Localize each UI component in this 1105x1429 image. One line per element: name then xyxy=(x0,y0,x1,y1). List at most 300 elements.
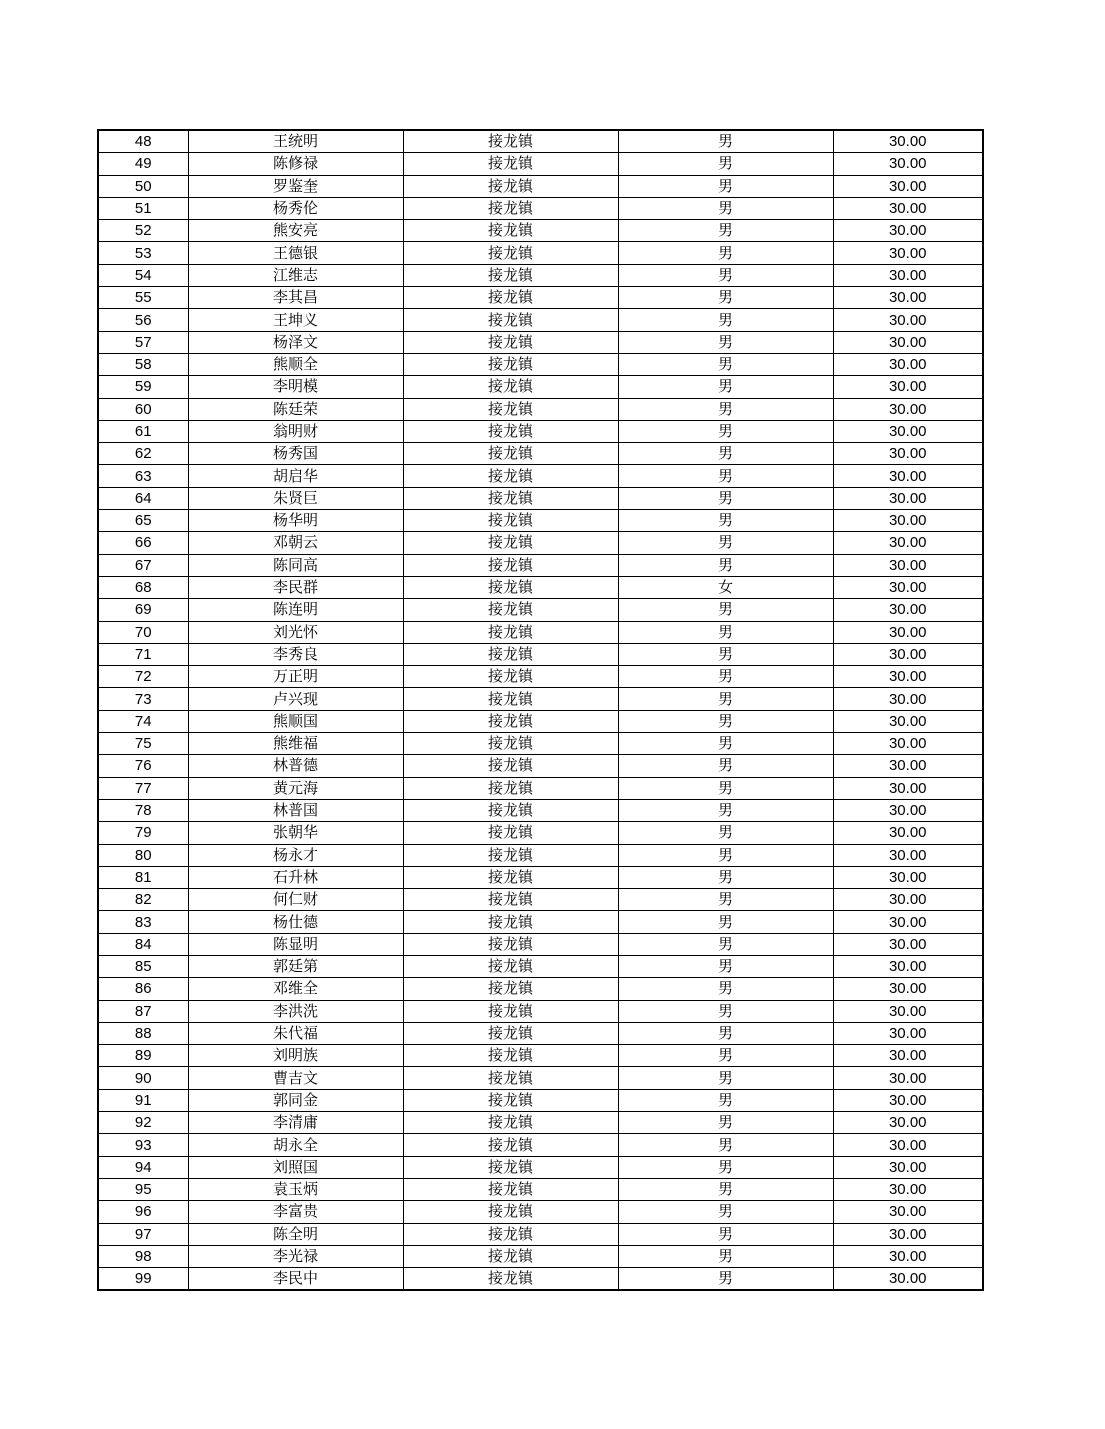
cell-amount: 30.00 xyxy=(833,242,983,264)
cell-number: 48 xyxy=(98,130,188,153)
cell-gender: 男 xyxy=(618,643,833,665)
cell-gender: 男 xyxy=(618,264,833,286)
cell-number: 98 xyxy=(98,1245,188,1267)
cell-number: 85 xyxy=(98,955,188,977)
cell-number: 96 xyxy=(98,1201,188,1223)
cell-town: 接龙镇 xyxy=(403,755,618,777)
cell-gender: 男 xyxy=(618,554,833,576)
cell-number: 53 xyxy=(98,242,188,264)
table-row xyxy=(98,465,983,487)
cell-number: 83 xyxy=(98,911,188,933)
table-row xyxy=(98,309,983,331)
cell-amount: 30.00 xyxy=(833,911,983,933)
cell-number: 91 xyxy=(98,1089,188,1111)
cell-number: 88 xyxy=(98,1022,188,1044)
cell-town: 接龙镇 xyxy=(403,264,618,286)
cell-gender: 男 xyxy=(618,733,833,755)
cell-name: 翁明财 xyxy=(188,420,403,442)
cell-name: 李清庸 xyxy=(188,1112,403,1134)
table-row xyxy=(98,532,983,554)
cell-name: 李富贵 xyxy=(188,1201,403,1223)
data-table xyxy=(97,129,984,1291)
cell-amount: 30.00 xyxy=(833,822,983,844)
cell-gender: 男 xyxy=(618,1178,833,1200)
cell-amount: 30.00 xyxy=(833,599,983,621)
cell-gender: 男 xyxy=(618,175,833,197)
table-row xyxy=(98,1156,983,1178)
cell-number: 84 xyxy=(98,933,188,955)
cell-town: 接龙镇 xyxy=(403,510,618,532)
cell-number: 52 xyxy=(98,220,188,242)
cell-name: 王坤义 xyxy=(188,309,403,331)
cell-town: 接龙镇 xyxy=(403,175,618,197)
table-row xyxy=(98,710,983,732)
cell-gender: 男 xyxy=(618,955,833,977)
cell-amount: 30.00 xyxy=(833,889,983,911)
cell-gender: 男 xyxy=(618,197,833,219)
cell-number: 99 xyxy=(98,1268,188,1291)
cell-gender: 男 xyxy=(618,1067,833,1089)
cell-town: 接龙镇 xyxy=(403,287,618,309)
table-row xyxy=(98,1045,983,1067)
cell-number: 81 xyxy=(98,866,188,888)
cell-number: 70 xyxy=(98,621,188,643)
cell-amount: 30.00 xyxy=(833,1112,983,1134)
table-row xyxy=(98,443,983,465)
cell-number: 59 xyxy=(98,376,188,398)
cell-name: 陈廷荣 xyxy=(188,398,403,420)
cell-town: 接龙镇 xyxy=(403,777,618,799)
cell-gender: 男 xyxy=(618,242,833,264)
cell-gender: 男 xyxy=(618,911,833,933)
cell-amount: 30.00 xyxy=(833,532,983,554)
cell-name: 熊顺全 xyxy=(188,353,403,375)
table-row xyxy=(98,287,983,309)
cell-town: 接龙镇 xyxy=(403,1156,618,1178)
cell-gender: 男 xyxy=(618,1156,833,1178)
cell-number: 61 xyxy=(98,420,188,442)
cell-name: 杨泽文 xyxy=(188,331,403,353)
cell-name: 胡启华 xyxy=(188,465,403,487)
table-row xyxy=(98,554,983,576)
cell-gender: 男 xyxy=(618,799,833,821)
cell-gender: 男 xyxy=(618,599,833,621)
cell-name: 朱贤巨 xyxy=(188,487,403,509)
cell-number: 95 xyxy=(98,1178,188,1200)
cell-gender: 女 xyxy=(618,576,833,598)
cell-town: 接龙镇 xyxy=(403,1178,618,1200)
cell-number: 80 xyxy=(98,844,188,866)
cell-name: 李光禄 xyxy=(188,1245,403,1267)
cell-gender: 男 xyxy=(618,443,833,465)
cell-name: 郭同金 xyxy=(188,1089,403,1111)
table-row xyxy=(98,242,983,264)
cell-amount: 30.00 xyxy=(833,197,983,219)
cell-gender: 男 xyxy=(618,465,833,487)
cell-town: 接龙镇 xyxy=(403,1000,618,1022)
table-row xyxy=(98,398,983,420)
cell-amount: 30.00 xyxy=(833,465,983,487)
cell-gender: 男 xyxy=(618,420,833,442)
cell-gender: 男 xyxy=(618,755,833,777)
cell-number: 65 xyxy=(98,510,188,532)
cell-name: 杨秀伦 xyxy=(188,197,403,219)
table-row xyxy=(98,1268,983,1291)
cell-amount: 30.00 xyxy=(833,1000,983,1022)
cell-town: 接龙镇 xyxy=(403,643,618,665)
table-row xyxy=(98,487,983,509)
cell-gender: 男 xyxy=(618,688,833,710)
cell-town: 接龙镇 xyxy=(403,398,618,420)
cell-name: 李其昌 xyxy=(188,287,403,309)
cell-number: 73 xyxy=(98,688,188,710)
cell-number: 92 xyxy=(98,1112,188,1134)
cell-number: 79 xyxy=(98,822,188,844)
cell-gender: 男 xyxy=(618,1022,833,1044)
cell-town: 接龙镇 xyxy=(403,443,618,465)
cell-name: 陈修禄 xyxy=(188,153,403,175)
cell-number: 69 xyxy=(98,599,188,621)
cell-amount: 30.00 xyxy=(833,376,983,398)
cell-gender: 男 xyxy=(618,376,833,398)
cell-number: 82 xyxy=(98,889,188,911)
cell-gender: 男 xyxy=(618,844,833,866)
cell-town: 接龙镇 xyxy=(403,822,618,844)
cell-name: 江维志 xyxy=(188,264,403,286)
cell-name: 李秀良 xyxy=(188,643,403,665)
cell-town: 接龙镇 xyxy=(403,576,618,598)
cell-town: 接龙镇 xyxy=(403,933,618,955)
cell-town: 接龙镇 xyxy=(403,844,618,866)
cell-amount: 30.00 xyxy=(833,755,983,777)
cell-number: 49 xyxy=(98,153,188,175)
cell-gender: 男 xyxy=(618,889,833,911)
table-row xyxy=(98,666,983,688)
cell-number: 68 xyxy=(98,576,188,598)
cell-name: 卢兴现 xyxy=(188,688,403,710)
cell-amount: 30.00 xyxy=(833,287,983,309)
cell-name: 张朝华 xyxy=(188,822,403,844)
cell-amount: 30.00 xyxy=(833,1245,983,1267)
table-row xyxy=(98,1000,983,1022)
cell-amount: 30.00 xyxy=(833,1178,983,1200)
cell-town: 接龙镇 xyxy=(403,866,618,888)
cell-name: 熊安亮 xyxy=(188,220,403,242)
table-row xyxy=(98,331,983,353)
cell-amount: 30.00 xyxy=(833,621,983,643)
cell-town: 接龙镇 xyxy=(403,1223,618,1245)
cell-name: 李民群 xyxy=(188,576,403,598)
cell-gender: 男 xyxy=(618,1245,833,1267)
table-row xyxy=(98,978,983,1000)
cell-name: 杨秀国 xyxy=(188,443,403,465)
cell-town: 接龙镇 xyxy=(403,1022,618,1044)
cell-name: 袁玉炳 xyxy=(188,1178,403,1200)
cell-gender: 男 xyxy=(618,532,833,554)
cell-name: 李洪洗 xyxy=(188,1000,403,1022)
table-row xyxy=(98,353,983,375)
cell-name: 陈显明 xyxy=(188,933,403,955)
cell-gender: 男 xyxy=(618,978,833,1000)
table-row xyxy=(98,866,983,888)
cell-amount: 30.00 xyxy=(833,420,983,442)
table-row xyxy=(98,197,983,219)
cell-name: 石升林 xyxy=(188,866,403,888)
cell-town: 接龙镇 xyxy=(403,465,618,487)
cell-town: 接龙镇 xyxy=(403,799,618,821)
cell-name: 邓维全 xyxy=(188,978,403,1000)
cell-town: 接龙镇 xyxy=(403,1045,618,1067)
table-row xyxy=(98,510,983,532)
cell-amount: 30.00 xyxy=(833,688,983,710)
cell-name: 朱代福 xyxy=(188,1022,403,1044)
cell-number: 90 xyxy=(98,1067,188,1089)
table-row xyxy=(98,688,983,710)
cell-town: 接龙镇 xyxy=(403,621,618,643)
cell-amount: 30.00 xyxy=(833,175,983,197)
cell-town: 接龙镇 xyxy=(403,197,618,219)
cell-number: 77 xyxy=(98,777,188,799)
cell-gender: 男 xyxy=(618,822,833,844)
cell-amount: 30.00 xyxy=(833,710,983,732)
cell-town: 接龙镇 xyxy=(403,1268,618,1291)
cell-name: 陈同高 xyxy=(188,554,403,576)
table-row xyxy=(98,175,983,197)
table-row xyxy=(98,1067,983,1089)
cell-amount: 30.00 xyxy=(833,220,983,242)
cell-amount: 30.00 xyxy=(833,844,983,866)
cell-name: 刘明族 xyxy=(188,1045,403,1067)
cell-town: 接龙镇 xyxy=(403,153,618,175)
table-row xyxy=(98,733,983,755)
cell-town: 接龙镇 xyxy=(403,1201,618,1223)
cell-name: 陈连明 xyxy=(188,599,403,621)
cell-number: 66 xyxy=(98,532,188,554)
cell-name: 邓朝云 xyxy=(188,532,403,554)
cell-amount: 30.00 xyxy=(833,1089,983,1111)
table-row xyxy=(98,643,983,665)
cell-amount: 30.00 xyxy=(833,643,983,665)
cell-town: 接龙镇 xyxy=(403,666,618,688)
cell-town: 接龙镇 xyxy=(403,1089,618,1111)
table-row xyxy=(98,799,983,821)
table-row xyxy=(98,420,983,442)
cell-number: 97 xyxy=(98,1223,188,1245)
cell-gender: 男 xyxy=(618,866,833,888)
cell-amount: 30.00 xyxy=(833,1156,983,1178)
table-row xyxy=(98,1089,983,1111)
cell-name: 李明模 xyxy=(188,376,403,398)
cell-number: 51 xyxy=(98,197,188,219)
cell-town: 接龙镇 xyxy=(403,710,618,732)
cell-amount: 30.00 xyxy=(833,666,983,688)
table-row xyxy=(98,755,983,777)
table-row xyxy=(98,621,983,643)
cell-number: 62 xyxy=(98,443,188,465)
cell-amount: 30.00 xyxy=(833,554,983,576)
table-row xyxy=(98,822,983,844)
cell-number: 57 xyxy=(98,331,188,353)
cell-town: 接龙镇 xyxy=(403,955,618,977)
cell-gender: 男 xyxy=(618,1223,833,1245)
cell-name: 胡永全 xyxy=(188,1134,403,1156)
cell-gender: 男 xyxy=(618,1045,833,1067)
cell-name: 刘照国 xyxy=(188,1156,403,1178)
cell-amount: 30.00 xyxy=(833,1134,983,1156)
cell-amount: 30.00 xyxy=(833,777,983,799)
cell-town: 接龙镇 xyxy=(403,889,618,911)
table-row xyxy=(98,376,983,398)
cell-name: 刘光怀 xyxy=(188,621,403,643)
cell-name: 万正明 xyxy=(188,666,403,688)
cell-gender: 男 xyxy=(618,1089,833,1111)
cell-town: 接龙镇 xyxy=(403,1245,618,1267)
cell-number: 78 xyxy=(98,799,188,821)
cell-amount: 30.00 xyxy=(833,866,983,888)
cell-gender: 男 xyxy=(618,1112,833,1134)
cell-gender: 男 xyxy=(618,398,833,420)
cell-amount: 30.00 xyxy=(833,576,983,598)
cell-amount: 30.00 xyxy=(833,1223,983,1245)
table-row xyxy=(98,1112,983,1134)
cell-name: 杨华明 xyxy=(188,510,403,532)
cell-name: 杨仕德 xyxy=(188,911,403,933)
cell-name: 杨永才 xyxy=(188,844,403,866)
cell-town: 接龙镇 xyxy=(403,911,618,933)
cell-gender: 男 xyxy=(618,1268,833,1291)
cell-number: 63 xyxy=(98,465,188,487)
cell-gender: 男 xyxy=(618,153,833,175)
table-row xyxy=(98,264,983,286)
cell-gender: 男 xyxy=(618,510,833,532)
cell-name: 王统明 xyxy=(188,130,403,153)
cell-amount: 30.00 xyxy=(833,1045,983,1067)
cell-number: 86 xyxy=(98,978,188,1000)
cell-name: 曹吉文 xyxy=(188,1067,403,1089)
cell-number: 76 xyxy=(98,755,188,777)
table-row xyxy=(98,1245,983,1267)
cell-town: 接龙镇 xyxy=(403,554,618,576)
cell-gender: 男 xyxy=(618,287,833,309)
cell-name: 郭廷第 xyxy=(188,955,403,977)
cell-gender: 男 xyxy=(618,1134,833,1156)
cell-town: 接龙镇 xyxy=(403,309,618,331)
cell-gender: 男 xyxy=(618,710,833,732)
cell-gender: 男 xyxy=(618,1000,833,1022)
cell-town: 接龙镇 xyxy=(403,353,618,375)
cell-name: 林普国 xyxy=(188,799,403,821)
cell-town: 接龙镇 xyxy=(403,599,618,621)
cell-name: 陈全明 xyxy=(188,1223,403,1245)
cell-gender: 男 xyxy=(618,621,833,643)
cell-amount: 30.00 xyxy=(833,1201,983,1223)
cell-amount: 30.00 xyxy=(833,510,983,532)
cell-amount: 30.00 xyxy=(833,264,983,286)
table-row xyxy=(98,777,983,799)
cell-amount: 30.00 xyxy=(833,1268,983,1291)
cell-town: 接龙镇 xyxy=(403,1112,618,1134)
cell-name: 何仁财 xyxy=(188,889,403,911)
cell-town: 接龙镇 xyxy=(403,420,618,442)
cell-number: 71 xyxy=(98,643,188,665)
cell-number: 50 xyxy=(98,175,188,197)
table-row xyxy=(98,889,983,911)
table-body xyxy=(98,130,983,1290)
cell-town: 接龙镇 xyxy=(403,978,618,1000)
cell-town: 接龙镇 xyxy=(403,376,618,398)
cell-amount: 30.00 xyxy=(833,733,983,755)
cell-number: 93 xyxy=(98,1134,188,1156)
table-row xyxy=(98,599,983,621)
cell-town: 接龙镇 xyxy=(403,331,618,353)
cell-gender: 男 xyxy=(618,130,833,153)
cell-number: 55 xyxy=(98,287,188,309)
cell-number: 94 xyxy=(98,1156,188,1178)
table-row xyxy=(98,1223,983,1245)
cell-gender: 男 xyxy=(618,933,833,955)
cell-number: 58 xyxy=(98,353,188,375)
cell-amount: 30.00 xyxy=(833,353,983,375)
cell-name: 罗鉴奎 xyxy=(188,175,403,197)
table-row xyxy=(98,1201,983,1223)
cell-number: 74 xyxy=(98,710,188,732)
cell-town: 接龙镇 xyxy=(403,1134,618,1156)
cell-gender: 男 xyxy=(618,353,833,375)
cell-town: 接龙镇 xyxy=(403,532,618,554)
cell-amount: 30.00 xyxy=(833,978,983,1000)
cell-town: 接龙镇 xyxy=(403,733,618,755)
table-row xyxy=(98,1178,983,1200)
cell-amount: 30.00 xyxy=(833,955,983,977)
cell-town: 接龙镇 xyxy=(403,688,618,710)
cell-name: 王德银 xyxy=(188,242,403,264)
cell-name: 林普德 xyxy=(188,755,403,777)
table-row xyxy=(98,576,983,598)
cell-amount: 30.00 xyxy=(833,309,983,331)
cell-number: 60 xyxy=(98,398,188,420)
cell-town: 接龙镇 xyxy=(403,487,618,509)
cell-gender: 男 xyxy=(618,1201,833,1223)
cell-amount: 30.00 xyxy=(833,799,983,821)
cell-amount: 30.00 xyxy=(833,487,983,509)
cell-amount: 30.00 xyxy=(833,153,983,175)
table-row xyxy=(98,844,983,866)
cell-name: 李民中 xyxy=(188,1268,403,1291)
cell-number: 67 xyxy=(98,554,188,576)
cell-amount: 30.00 xyxy=(833,398,983,420)
cell-amount: 30.00 xyxy=(833,130,983,153)
table-row xyxy=(98,1022,983,1044)
table-row xyxy=(98,130,983,153)
cell-town: 接龙镇 xyxy=(403,130,618,153)
cell-number: 56 xyxy=(98,309,188,331)
cell-amount: 30.00 xyxy=(833,933,983,955)
table-row xyxy=(98,955,983,977)
cell-name: 黄元海 xyxy=(188,777,403,799)
table-row xyxy=(98,153,983,175)
cell-gender: 男 xyxy=(618,487,833,509)
cell-gender: 男 xyxy=(618,331,833,353)
table-row xyxy=(98,1134,983,1156)
table-row xyxy=(98,220,983,242)
cell-number: 64 xyxy=(98,487,188,509)
cell-gender: 男 xyxy=(618,309,833,331)
cell-name: 熊顺国 xyxy=(188,710,403,732)
table-row xyxy=(98,911,983,933)
cell-amount: 30.00 xyxy=(833,1067,983,1089)
cell-number: 89 xyxy=(98,1045,188,1067)
cell-number: 54 xyxy=(98,264,188,286)
